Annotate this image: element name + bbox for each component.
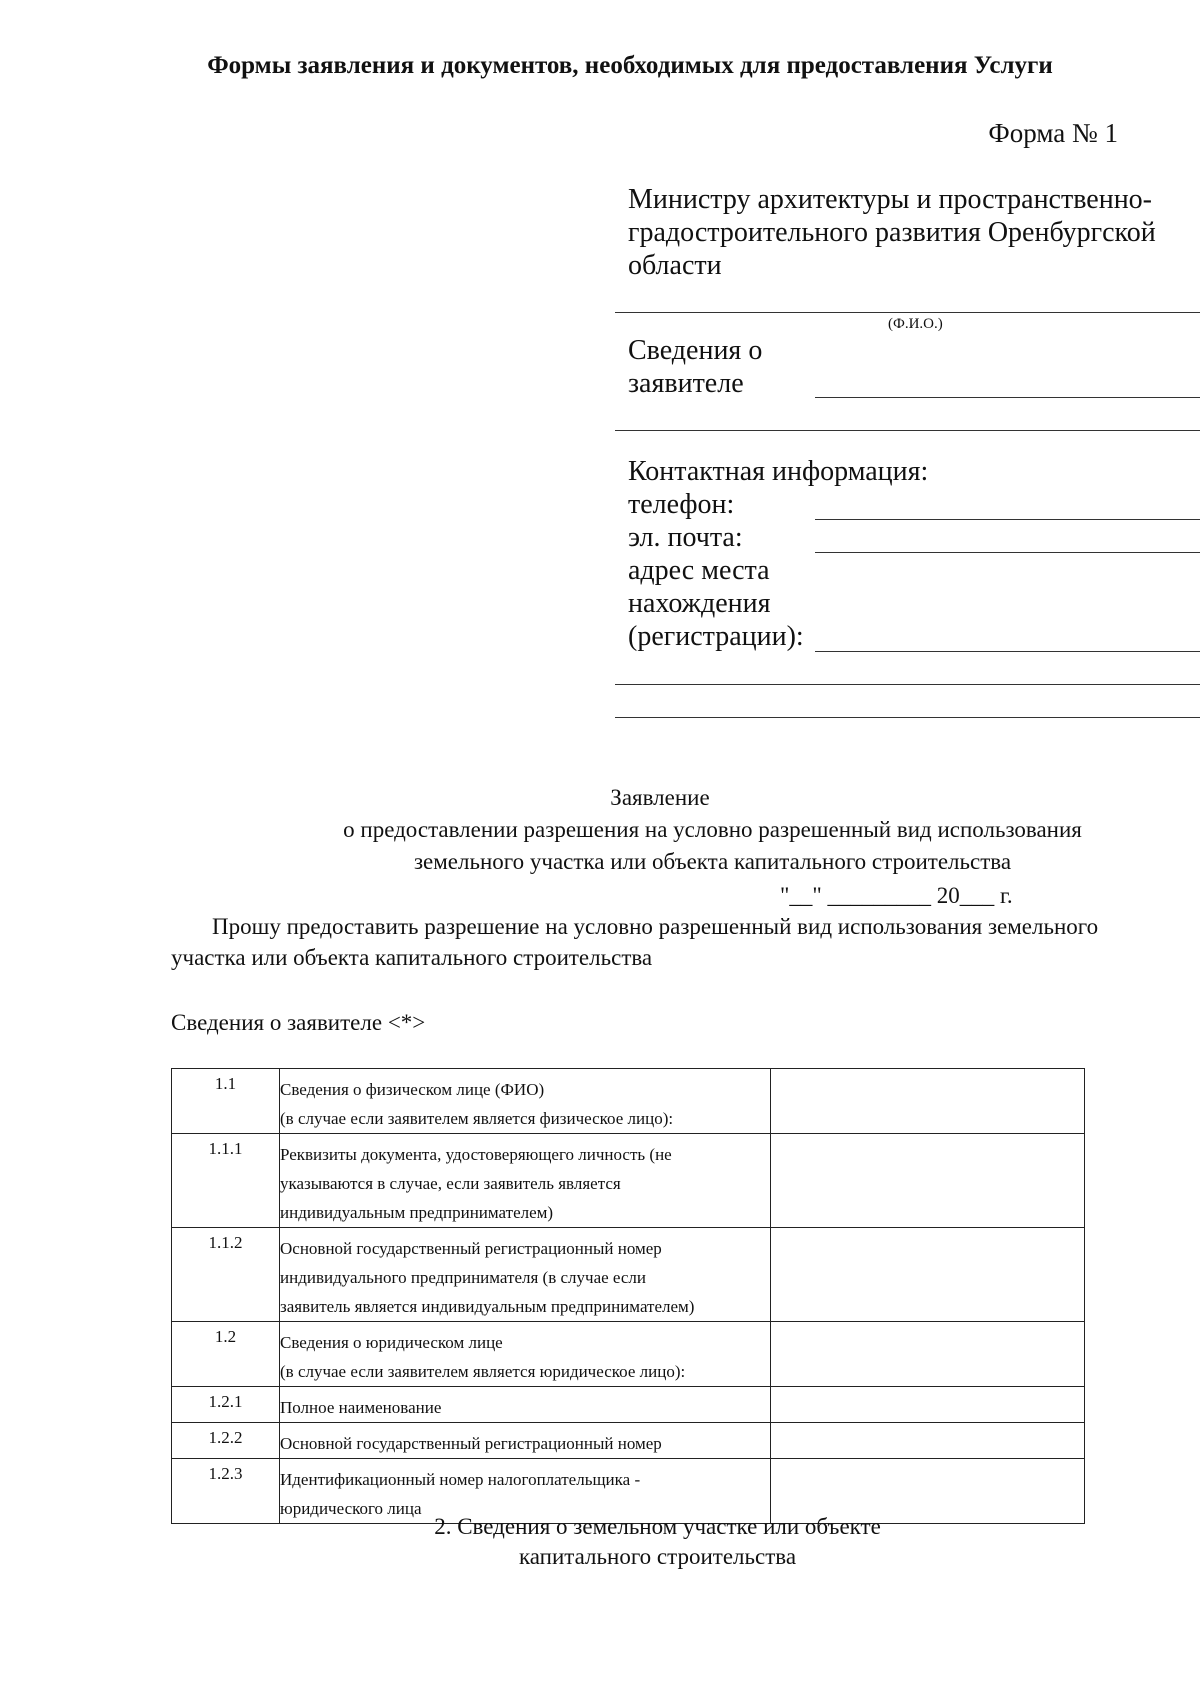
section-label: Сведения о заявителе <*> — [171, 1010, 426, 1035]
address-label: адрес места — [628, 555, 770, 586]
section2-heading: 2. Сведения о земельном участке или объекте — [434, 1514, 881, 1539]
applicant-field-extra[interactable] — [615, 430, 1200, 431]
document-title: Формы заявления и документов, необходимых для предоставления Услуги — [207, 52, 1053, 79]
fio-line[interactable] — [615, 312, 1200, 313]
section2-heading: капитального строительства — [518, 1544, 797, 1569]
row-description-line: индивидуального предпринимателя (в случае если — [280, 1268, 647, 1287]
row-value-field[interactable] — [771, 1228, 1085, 1322]
row-number: 1.1.1 — [172, 1134, 280, 1228]
date-line: "__" _________ 20___ г. — [780, 883, 1013, 908]
row-description-line: юридического лица — [280, 1499, 422, 1518]
contacts-block — [628, 455, 928, 653]
addressee-line: градостроительного развития Оренбургской — [628, 217, 1156, 248]
phone-field[interactable] — [815, 519, 1200, 520]
contacts-heading: Контактная информация: — [628, 456, 929, 487]
row-value-field[interactable] — [771, 1069, 1085, 1134]
applicant-label — [628, 334, 762, 400]
row-description-line: Основной государственный регистрационный номер — [280, 1239, 662, 1258]
address-field-extra[interactable] — [615, 684, 1200, 685]
row-description-line: Идентификационный номер налогоплательщика - — [280, 1470, 641, 1489]
request-text: Прошу предоставить разрешение на условно разрешенный вид использования земельного — [212, 914, 1099, 939]
applicant-field[interactable] — [815, 397, 1200, 398]
row-number: 1.1.2 — [172, 1228, 280, 1322]
table-row — [172, 1387, 1085, 1423]
row-description — [280, 1134, 771, 1228]
row-number: 1.2.1 — [172, 1387, 280, 1423]
row-description-line: Реквизиты документа, удостоверяющего личность (не — [280, 1145, 672, 1164]
request-text: участка или объекта капитального строительства — [171, 945, 653, 970]
applicant-label-line: заявителе — [628, 368, 744, 399]
row-description-line: индивидуальным предпринимателем) — [280, 1203, 554, 1222]
address-field-extra[interactable] — [615, 717, 1200, 718]
statement-subtitle: земельного участка или объекта капитального строительства — [413, 849, 1012, 874]
addressee-line: области — [628, 250, 722, 281]
row-number: 1.2.3 — [172, 1459, 280, 1524]
table-row — [172, 1423, 1085, 1459]
row-description — [280, 1423, 771, 1459]
email-field[interactable] — [815, 552, 1200, 553]
row-description — [280, 1387, 771, 1423]
row-value-field[interactable] — [771, 1322, 1085, 1387]
row-description — [280, 1069, 771, 1134]
row-description — [280, 1228, 771, 1322]
form-number: Форма № 1 — [988, 118, 1118, 148]
table-row — [172, 1134, 1085, 1228]
row-description-line: (в случае если заявителем является юридическое лицо): — [280, 1362, 686, 1381]
applicant-info-table — [171, 1068, 1085, 1524]
table-row — [172, 1322, 1085, 1387]
addressee-block — [628, 183, 1188, 282]
row-value-field[interactable] — [771, 1134, 1085, 1228]
phone-label: телефон: — [628, 489, 735, 520]
row-description-line: Сведения о юридическом лице — [280, 1333, 503, 1352]
statement-title: Заявление — [610, 785, 710, 810]
row-description-line: Полное наименование — [280, 1398, 442, 1417]
email-label: эл. почта: — [628, 522, 743, 553]
fio-caption: (Ф.И.О.) — [888, 316, 943, 332]
applicant-label-line: Сведения о — [628, 335, 763, 366]
addressee-line: Министру архитектуры и пространственно- — [628, 184, 1153, 215]
table-row — [172, 1228, 1085, 1322]
row-number: 1.1 — [172, 1069, 280, 1134]
row-description-line: Основной государственный регистрационный номер — [280, 1434, 662, 1453]
row-value-field[interactable] — [771, 1387, 1085, 1423]
address-field[interactable] — [815, 651, 1200, 652]
table-row — [172, 1069, 1085, 1134]
row-number: 1.2.2 — [172, 1423, 280, 1459]
statement-subtitle: о предоставлении разрешения на условно разрешенный вид использования — [343, 817, 1082, 842]
row-description-line: Сведения о физическом лице (ФИО) — [280, 1080, 545, 1099]
row-description-line: указываются в случае, если заявитель является — [280, 1174, 621, 1193]
row-description-line: (в случае если заявителем является физическое лицо): — [280, 1109, 674, 1128]
address-label: нахождения — [628, 588, 771, 619]
row-description — [280, 1322, 771, 1387]
row-description-line: заявитель является индивидуальным предпринимателем) — [280, 1297, 695, 1316]
row-number: 1.2 — [172, 1322, 280, 1387]
address-label: (регистрации): — [628, 621, 804, 652]
row-value-field[interactable] — [771, 1423, 1085, 1459]
